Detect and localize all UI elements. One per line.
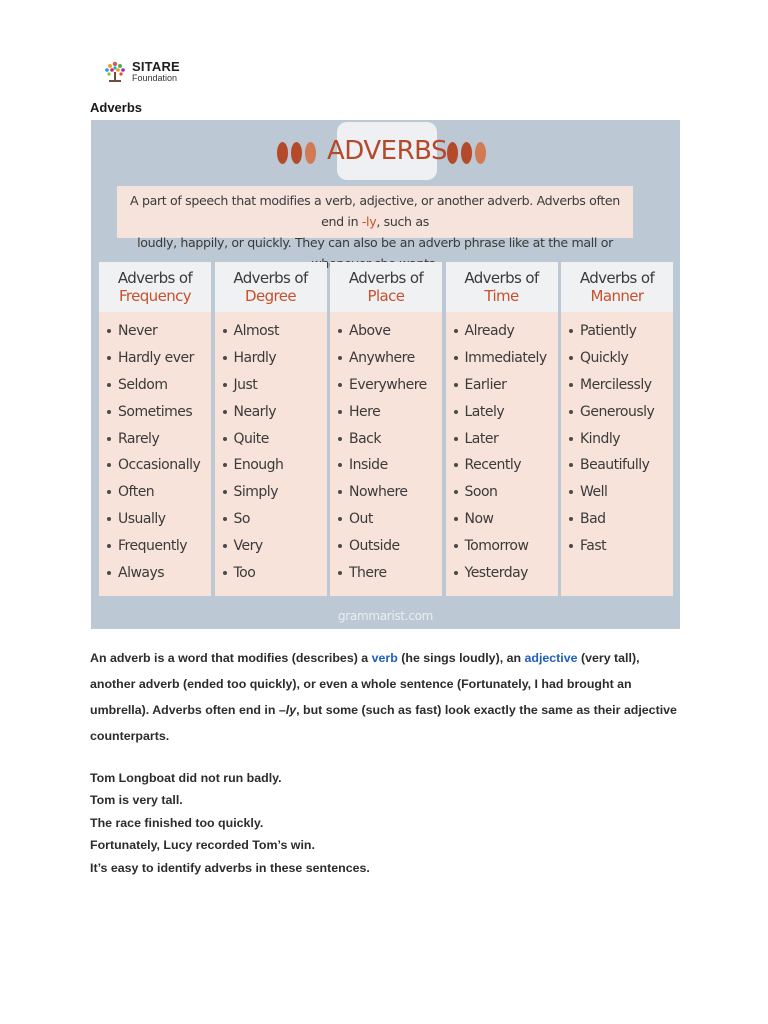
definition-highlight: -ly bbox=[361, 214, 377, 229]
list-item bbox=[223, 398, 327, 425]
bullet-icon bbox=[338, 437, 342, 441]
list-item bbox=[569, 452, 673, 479]
bullet-icon bbox=[454, 356, 458, 360]
column-title-bottom: Degree bbox=[245, 287, 296, 305]
list-item bbox=[454, 479, 558, 506]
paragraph-text-3: (very tall), another adverb (ended too quickly), or even a whole sentence (Fortunately, I had brought an umbrella). Adverbs often end in bbox=[90, 651, 640, 717]
list-item bbox=[223, 345, 327, 372]
paragraph-text-2: (he sings loudly), an bbox=[397, 651, 525, 665]
list-item-label: Earlier bbox=[464, 376, 507, 393]
example-sentence: Tom is very tall. bbox=[90, 793, 183, 808]
list-item bbox=[338, 372, 442, 399]
list-item-label: Beautifully bbox=[580, 457, 650, 474]
column-title-top: Adverbs of bbox=[117, 269, 193, 287]
column-header bbox=[330, 262, 442, 312]
list-item bbox=[569, 345, 673, 372]
list-item-label: Bad bbox=[580, 510, 606, 527]
list-item bbox=[338, 398, 442, 425]
list-item-label: Quickly bbox=[580, 350, 629, 367]
list-item-label: Almost bbox=[233, 323, 279, 340]
bullet-icon bbox=[223, 329, 227, 333]
adverb-list bbox=[446, 312, 558, 586]
list-item bbox=[338, 479, 442, 506]
adverb-column-place bbox=[330, 262, 442, 596]
list-item bbox=[454, 506, 558, 533]
list-item bbox=[569, 425, 673, 452]
list-item-label: Nearly bbox=[233, 403, 277, 420]
column-title-top: Adverbs of bbox=[579, 269, 655, 287]
list-item bbox=[338, 425, 442, 452]
bullet-icon bbox=[338, 517, 342, 521]
adverb-list bbox=[99, 312, 211, 586]
list-item-label: Sometimes bbox=[118, 403, 193, 420]
list-item-label: Quite bbox=[233, 430, 269, 447]
list-item-label: Inside bbox=[349, 457, 388, 474]
bullet-icon bbox=[454, 383, 458, 387]
bullet-icon bbox=[223, 463, 227, 467]
sitare-logo bbox=[102, 58, 180, 84]
bullet-icon bbox=[338, 410, 342, 414]
bullet-icon bbox=[569, 383, 573, 387]
list-item-label: Anywhere bbox=[349, 350, 415, 367]
list-item-label: Patiently bbox=[580, 323, 637, 340]
bullet-icon bbox=[107, 517, 111, 521]
adverb-column-frequency bbox=[99, 262, 211, 596]
column-title-top: Adverbs of bbox=[348, 269, 424, 287]
list-item-label: Outside bbox=[349, 537, 400, 554]
bullet-icon bbox=[338, 329, 342, 333]
list-item bbox=[454, 559, 558, 586]
bullet-icon bbox=[223, 490, 227, 494]
bullet-icon bbox=[569, 356, 573, 360]
bullet-icon bbox=[454, 463, 458, 467]
list-item-label: Rarely bbox=[118, 430, 160, 447]
list-item bbox=[107, 479, 211, 506]
bullet-icon bbox=[569, 490, 573, 494]
infographic-title-box bbox=[327, 122, 448, 180]
paragraph-text-1: An adverb is a word that modifies (describes) a bbox=[90, 651, 372, 665]
verb-link[interactable]: verb bbox=[371, 651, 398, 665]
infographic-source: grammarist.com bbox=[337, 609, 434, 623]
list-item-label: Tomorrow bbox=[464, 537, 529, 554]
bullet-icon bbox=[569, 329, 573, 333]
list-item bbox=[569, 532, 673, 559]
list-item bbox=[223, 532, 327, 559]
bullet-icon bbox=[223, 437, 227, 441]
list-item bbox=[338, 559, 442, 586]
list-item-label: Usually bbox=[118, 510, 166, 527]
list-item bbox=[223, 452, 327, 479]
list-item-label: Nowhere bbox=[349, 484, 408, 501]
list-item-label: Already bbox=[464, 323, 515, 340]
list-item bbox=[223, 318, 327, 345]
bullet-icon bbox=[569, 437, 573, 441]
column-title-top: Adverbs of bbox=[464, 269, 539, 287]
decorative-dots-left bbox=[277, 142, 319, 164]
bullet-icon bbox=[338, 383, 342, 387]
list-item bbox=[107, 372, 211, 399]
bullet-icon bbox=[107, 571, 111, 575]
bullet-icon bbox=[107, 544, 111, 548]
list-item bbox=[107, 532, 211, 559]
list-item bbox=[223, 425, 327, 452]
adverb-list bbox=[215, 312, 327, 586]
list-item-label: Generously bbox=[580, 403, 655, 420]
list-item-label: Well bbox=[580, 484, 608, 501]
column-title-bottom: Manner bbox=[590, 287, 644, 305]
list-item-label: Yesterday bbox=[464, 564, 528, 581]
list-item-label: Everywhere bbox=[349, 376, 427, 393]
adverb-list bbox=[561, 312, 673, 559]
list-item-label: Above bbox=[349, 323, 391, 340]
column-title-bottom: Place bbox=[367, 287, 405, 305]
bullet-icon bbox=[107, 410, 111, 414]
list-item-label: Kindly bbox=[580, 430, 621, 447]
list-item bbox=[107, 318, 211, 345]
list-item bbox=[454, 452, 558, 479]
list-item bbox=[223, 479, 327, 506]
list-item bbox=[107, 345, 211, 372]
list-item-label: Immediately bbox=[464, 350, 547, 367]
list-item-label: Lately bbox=[464, 403, 505, 420]
list-item-label: Now bbox=[464, 510, 494, 527]
bullet-icon bbox=[107, 437, 111, 441]
list-item bbox=[338, 532, 442, 559]
list-item-label: There bbox=[349, 564, 387, 581]
list-item-label: Occasionally bbox=[118, 457, 201, 474]
bullet-icon bbox=[338, 463, 342, 467]
infographic-header bbox=[91, 120, 680, 184]
adjective-link[interactable]: adjective bbox=[524, 651, 578, 665]
list-item-label: Hardly bbox=[233, 350, 277, 367]
list-item bbox=[454, 372, 558, 399]
list-item bbox=[338, 345, 442, 372]
infographic-definition bbox=[117, 186, 633, 250]
list-item bbox=[338, 318, 442, 345]
bullet-icon bbox=[338, 356, 342, 360]
example-sentence: Fortunately, Lucy recorded Tom’s win. bbox=[90, 838, 315, 853]
column-header bbox=[446, 262, 558, 312]
list-item-label: So bbox=[233, 510, 250, 527]
list-item-label: Enough bbox=[233, 457, 284, 474]
bullet-icon bbox=[107, 356, 111, 360]
list-item-label: Mercilessly bbox=[580, 376, 652, 393]
list-item bbox=[107, 559, 211, 586]
paragraph-text-4: , but some (such as fast) look exactly the same as their adjective counterparts. bbox=[90, 703, 677, 743]
list-item bbox=[569, 479, 673, 506]
bullet-icon bbox=[223, 356, 227, 360]
bullet-icon bbox=[569, 463, 573, 467]
bullet-icon bbox=[569, 544, 573, 548]
list-item bbox=[223, 506, 327, 533]
column-title-top: Adverbs of bbox=[233, 269, 308, 287]
bullet-icon bbox=[338, 490, 342, 494]
bullet-icon bbox=[107, 383, 111, 387]
logo-name: SITARE bbox=[132, 58, 180, 74]
example-sentence: The race finished too quickly. bbox=[90, 815, 264, 830]
list-item-label: Simply bbox=[233, 484, 278, 501]
adverb-column-manner bbox=[561, 262, 673, 596]
bullet-icon bbox=[454, 571, 458, 575]
list-item-label: Frequently bbox=[118, 537, 188, 554]
definition-part2: , such as bbox=[376, 214, 429, 229]
list-item bbox=[569, 398, 673, 425]
list-item bbox=[454, 398, 558, 425]
adverb-column-degree bbox=[215, 262, 327, 596]
example-sentences bbox=[90, 767, 370, 879]
bullet-icon bbox=[223, 517, 227, 521]
list-item-label: Fast bbox=[580, 537, 607, 554]
list-item-label: Later bbox=[464, 430, 499, 447]
list-item-label: Hardly ever bbox=[118, 350, 194, 367]
list-item-label: Back bbox=[349, 430, 381, 447]
list-item-label: Soon bbox=[464, 484, 498, 501]
example-sentence: It’s easy to identify adverbs in these sentences. bbox=[90, 860, 370, 875]
bullet-icon bbox=[223, 544, 227, 548]
column-header bbox=[215, 262, 327, 312]
bullet-icon bbox=[107, 463, 111, 467]
body-paragraph bbox=[90, 645, 680, 749]
tree-logo-icon bbox=[102, 58, 128, 84]
decorative-dots-right bbox=[447, 142, 489, 164]
list-item bbox=[569, 506, 673, 533]
bullet-icon bbox=[107, 490, 111, 494]
list-item-label: Seldom bbox=[118, 376, 168, 393]
adverb-column-time bbox=[446, 262, 558, 596]
list-item bbox=[569, 318, 673, 345]
list-item bbox=[454, 345, 558, 372]
column-title-bottom: Time bbox=[484, 287, 519, 305]
bullet-icon bbox=[454, 517, 458, 521]
infographic-title: ADVERBS bbox=[327, 136, 448, 166]
logo-subtitle: Foundation bbox=[132, 72, 178, 83]
list-item-label: Always bbox=[118, 564, 165, 581]
list-item bbox=[107, 425, 211, 452]
bullet-icon bbox=[223, 571, 227, 575]
column-title-bottom: Frequency bbox=[118, 287, 192, 305]
bullet-icon bbox=[454, 490, 458, 494]
column-header bbox=[99, 262, 211, 312]
list-item bbox=[223, 559, 327, 586]
list-item bbox=[454, 318, 558, 345]
bullet-icon bbox=[338, 571, 342, 575]
bullet-icon bbox=[569, 517, 573, 521]
list-item bbox=[338, 506, 442, 533]
bullet-icon bbox=[338, 544, 342, 548]
list-item-label: Very bbox=[233, 537, 263, 554]
list-item-label: Here bbox=[349, 403, 381, 420]
bullet-icon bbox=[454, 437, 458, 441]
list-item bbox=[454, 532, 558, 559]
list-item bbox=[338, 452, 442, 479]
list-item-label: Often bbox=[118, 484, 155, 501]
definition-line2: loudly, happily, or quickly. They can also be an adverb phrase like at the mall or bbox=[137, 235, 613, 250]
paragraph-ly: –ly bbox=[278, 703, 297, 717]
list-item bbox=[569, 372, 673, 399]
bullet-icon bbox=[569, 410, 573, 414]
list-item-label: Just bbox=[233, 376, 258, 393]
example-sentence: Tom Longboat did not run badly. bbox=[90, 771, 282, 785]
bullet-icon bbox=[223, 410, 227, 414]
column-header bbox=[561, 262, 673, 312]
list-item-label: Too bbox=[233, 564, 256, 581]
bullet-icon bbox=[107, 329, 111, 333]
adverb-list bbox=[330, 312, 442, 586]
bullet-icon bbox=[454, 329, 458, 333]
definition-part1: A part of speech that modifies a verb, adjective, or another adverb. Adverbs often end in bbox=[130, 193, 620, 229]
bullet-icon bbox=[454, 544, 458, 548]
adverb-columns bbox=[99, 262, 677, 596]
list-item bbox=[107, 452, 211, 479]
page-title: Adverbs bbox=[90, 100, 143, 115]
list-item-label: Out bbox=[349, 510, 373, 527]
list-item-label: Never bbox=[118, 323, 158, 340]
list-item-label: Recently bbox=[464, 457, 522, 474]
list-item bbox=[454, 425, 558, 452]
list-item bbox=[107, 398, 211, 425]
adverbs-infographic bbox=[91, 120, 680, 629]
bullet-icon bbox=[223, 383, 227, 387]
list-item bbox=[107, 506, 211, 533]
bullet-icon bbox=[454, 410, 458, 414]
list-item bbox=[223, 372, 327, 399]
